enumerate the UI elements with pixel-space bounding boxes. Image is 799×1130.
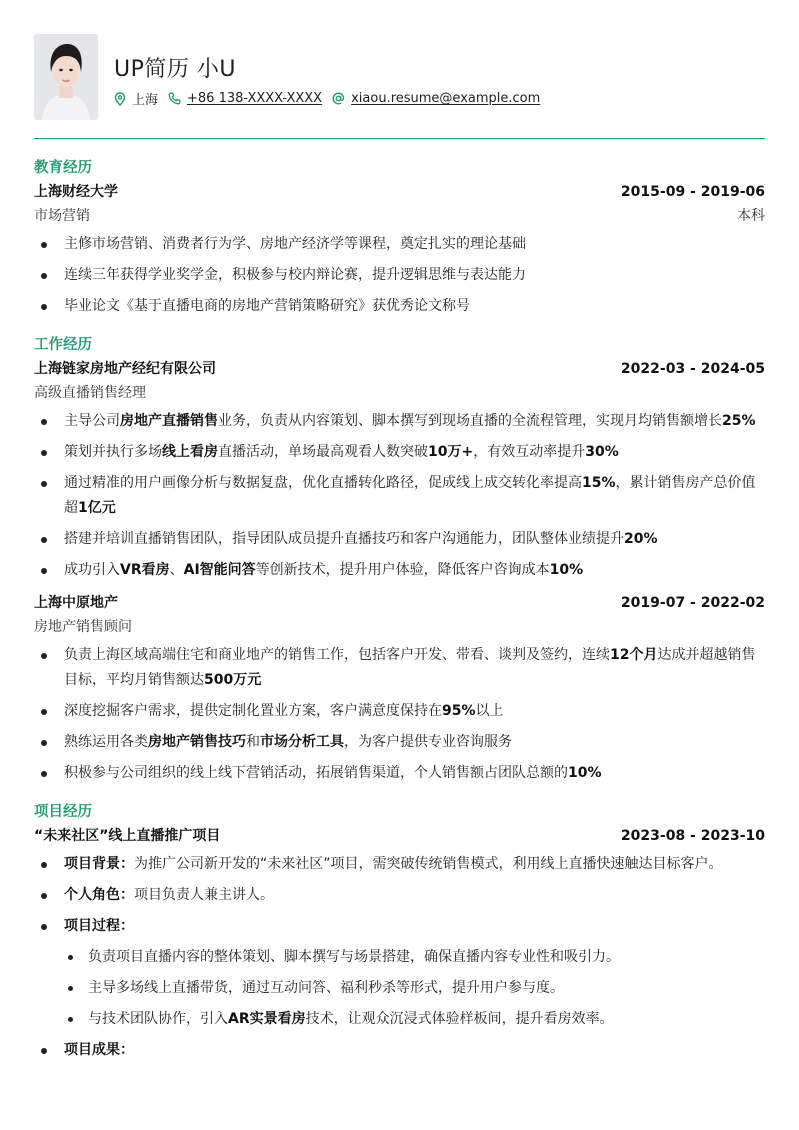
job-position: 高级直播销售经理 — [34, 385, 146, 401]
school-name: 上海财经大学 — [34, 184, 118, 200]
role-label: 个人角色： — [64, 887, 134, 903]
contact-location — [114, 89, 158, 108]
text-segment: 、 — [169, 562, 184, 578]
project-background — [34, 852, 765, 877]
company-name: 上海链家房地产经纪有限公司 — [34, 361, 216, 377]
bold-text: 1亿元 — [78, 500, 116, 516]
job-position-row — [34, 615, 765, 639]
text-segment: ，有效互动率提升 — [473, 444, 586, 460]
projects-section — [34, 800, 765, 1063]
bold-text: 市场分析工具 — [260, 734, 344, 750]
list-item — [34, 730, 765, 755]
list-item — [34, 440, 765, 465]
education-sub-row — [34, 204, 765, 228]
bold-text: 25% — [722, 413, 756, 429]
text-segment: ，为客户提供专业咨询服务 — [344, 734, 512, 750]
text-segment: 熟练运用各类 — [64, 734, 148, 750]
company-name: 上海中原地产 — [34, 595, 118, 611]
at-sign-icon — [332, 92, 345, 105]
work-title: 工作经历 — [34, 337, 92, 353]
bold-text: 10% — [549, 562, 584, 578]
process-list — [64, 945, 765, 1032]
project-row — [34, 824, 765, 848]
job-row — [34, 357, 765, 381]
education-section — [34, 156, 765, 319]
list-item — [34, 699, 765, 724]
process-label: 项目过程： — [64, 918, 134, 934]
project-date: 2023-08 - 2023-10 — [620, 828, 765, 844]
background-text: 为推广公司新开发的“未来社区”项目，需突破传统销售模式，利用线上直播快速触达目标客户。 — [134, 856, 723, 872]
project-process — [34, 914, 765, 1032]
bold-text: 20% — [624, 531, 658, 547]
list-item — [34, 409, 765, 434]
job-entry — [34, 591, 765, 786]
job-row — [34, 591, 765, 615]
candidate-name: UP简历 小U — [114, 57, 236, 82]
bold-text: 房地产直播销售 — [120, 413, 218, 429]
text-segment: 主导公司 — [64, 413, 120, 429]
text-segment: 和 — [246, 734, 260, 750]
bold-text: 12个月 — [610, 647, 658, 663]
text-segment: 负责项目直播内容的整体策划、脚本撰写与场景搭建，确保直播内容专业性和吸引力。 — [88, 949, 620, 965]
job-entry — [34, 357, 765, 583]
education-bullets — [34, 232, 765, 319]
text-segment: 搭建并培训直播销售团队，指导团队成员提升直播技巧和客户沟通能力，团队整体业绩提升 — [64, 531, 624, 547]
work-section — [34, 333, 765, 786]
text-segment: 技术，让观众沉浸式体验样板间，提升看房效率。 — [305, 1011, 614, 1027]
text-segment: 直播活动，单场最高观看人数突破 — [218, 444, 428, 460]
bold-text: 95% — [442, 703, 476, 719]
contact-email[interactable] — [332, 91, 540, 106]
project-name: “未来社区”线上直播推广项目 — [34, 828, 221, 844]
bold-text: 15% — [582, 475, 616, 491]
list-item: 连续三年获得学业奖学金，积极参与校内辩论赛，提升逻辑思维与表达能力 — [34, 263, 765, 288]
text-segment: ，累计销售房产总价值超 — [64, 475, 756, 516]
bold-text: 10% — [568, 765, 602, 781]
education-title: 教育经历 — [34, 160, 92, 176]
job-bullets — [34, 643, 765, 786]
bold-text: 500万元 — [204, 672, 262, 688]
project-bullets — [34, 852, 765, 1063]
bold-text: 30% — [585, 444, 619, 460]
bold-text: AI智能问答 — [183, 562, 256, 578]
text-segment: 达成并超越销售目标，平均月销售额达 — [64, 647, 756, 688]
list-item — [64, 945, 765, 970]
projects-title: 项目经历 — [34, 804, 92, 820]
bold-text: 线上看房 — [162, 444, 218, 460]
background-label: 项目背景： — [64, 856, 134, 872]
degree: 本科 — [737, 208, 765, 224]
list-item — [34, 471, 765, 521]
bold-text: AR实景看房 — [228, 1011, 306, 1027]
result-label: 项目成果： — [64, 1042, 134, 1058]
job-bullets — [34, 409, 765, 583]
list-item — [64, 976, 765, 1001]
education-row — [34, 180, 765, 204]
list-item — [34, 558, 765, 583]
bold-text: 房地产销售技巧 — [148, 734, 246, 750]
list-item: 毕业论文《基于直播电商的房地产营销策略研究》获优秀论文称号 — [34, 294, 765, 319]
text-segment: 通过精准的用户画像分析与数据复盘，优化直播转化路径，促成线上成交转化率提高 — [64, 475, 582, 491]
header-divider — [34, 138, 765, 139]
email-link[interactable]: xiaou.resume@example.com — [351, 91, 541, 106]
text-segment: 业务，负责从内容策划、脚本撰写到现场直播的全流程管理，实现月均销售额增长 — [218, 413, 722, 429]
list-item — [64, 1007, 765, 1032]
phone-icon — [168, 92, 181, 105]
text-segment: 策划并执行多场 — [64, 444, 162, 460]
profile-photo — [34, 34, 98, 120]
contact-line — [114, 89, 550, 108]
role-text: 项目负责人兼主讲人。 — [134, 887, 274, 903]
text-segment: 以上 — [475, 703, 504, 719]
resume-content — [34, 152, 765, 1077]
text-segment: 深度挖掘客户需求，提供定制化置业方案，客户满意度保持在 — [64, 703, 442, 719]
bold-text: VR看房 — [120, 562, 170, 578]
job-position: 房地产销售顾问 — [34, 619, 132, 635]
text-segment: 与技术团队协作，引入 — [88, 1011, 228, 1027]
list-item: 主修市场营销、消费者行为学、房地产经济学等课程，奠定扎实的理论基础 — [34, 232, 765, 257]
major: 市场营销 — [34, 208, 90, 224]
resume-header — [34, 34, 765, 120]
phone-link[interactable]: +86 138-XXXX-XXXX — [187, 91, 323, 106]
text-segment: 成功引入 — [64, 562, 120, 578]
education-date: 2015-09 - 2019-06 — [620, 184, 765, 200]
list-item — [34, 527, 765, 552]
list-item — [34, 643, 765, 693]
location-pin-icon — [114, 92, 126, 106]
job-date: 2022-03 - 2024-05 — [620, 361, 765, 377]
job-date: 2019-07 - 2022-02 — [620, 595, 765, 611]
text-segment: 等创新技术，提升用户体验，降低客户咨询成本 — [255, 562, 550, 578]
location-text: 上海 — [132, 93, 159, 108]
text-segment: 主导多场线上直播带货，通过互动问答、福利秒杀等形式，提升用户参与度。 — [88, 980, 564, 996]
project-result — [34, 1038, 765, 1063]
text-segment: 积极参与公司组织的线上线下营销活动，拓展销售渠道，个人销售额占团队总额的 — [64, 765, 568, 781]
project-role — [34, 883, 765, 908]
text-segment: 负责上海区域高端住宅和商业地产的销售工作，包括客户开发、带看、谈判及签约，连续 — [64, 647, 610, 663]
contact-phone[interactable] — [168, 91, 322, 106]
job-position-row — [34, 381, 765, 405]
bold-text: 10万+ — [428, 444, 474, 460]
list-item — [34, 761, 765, 786]
